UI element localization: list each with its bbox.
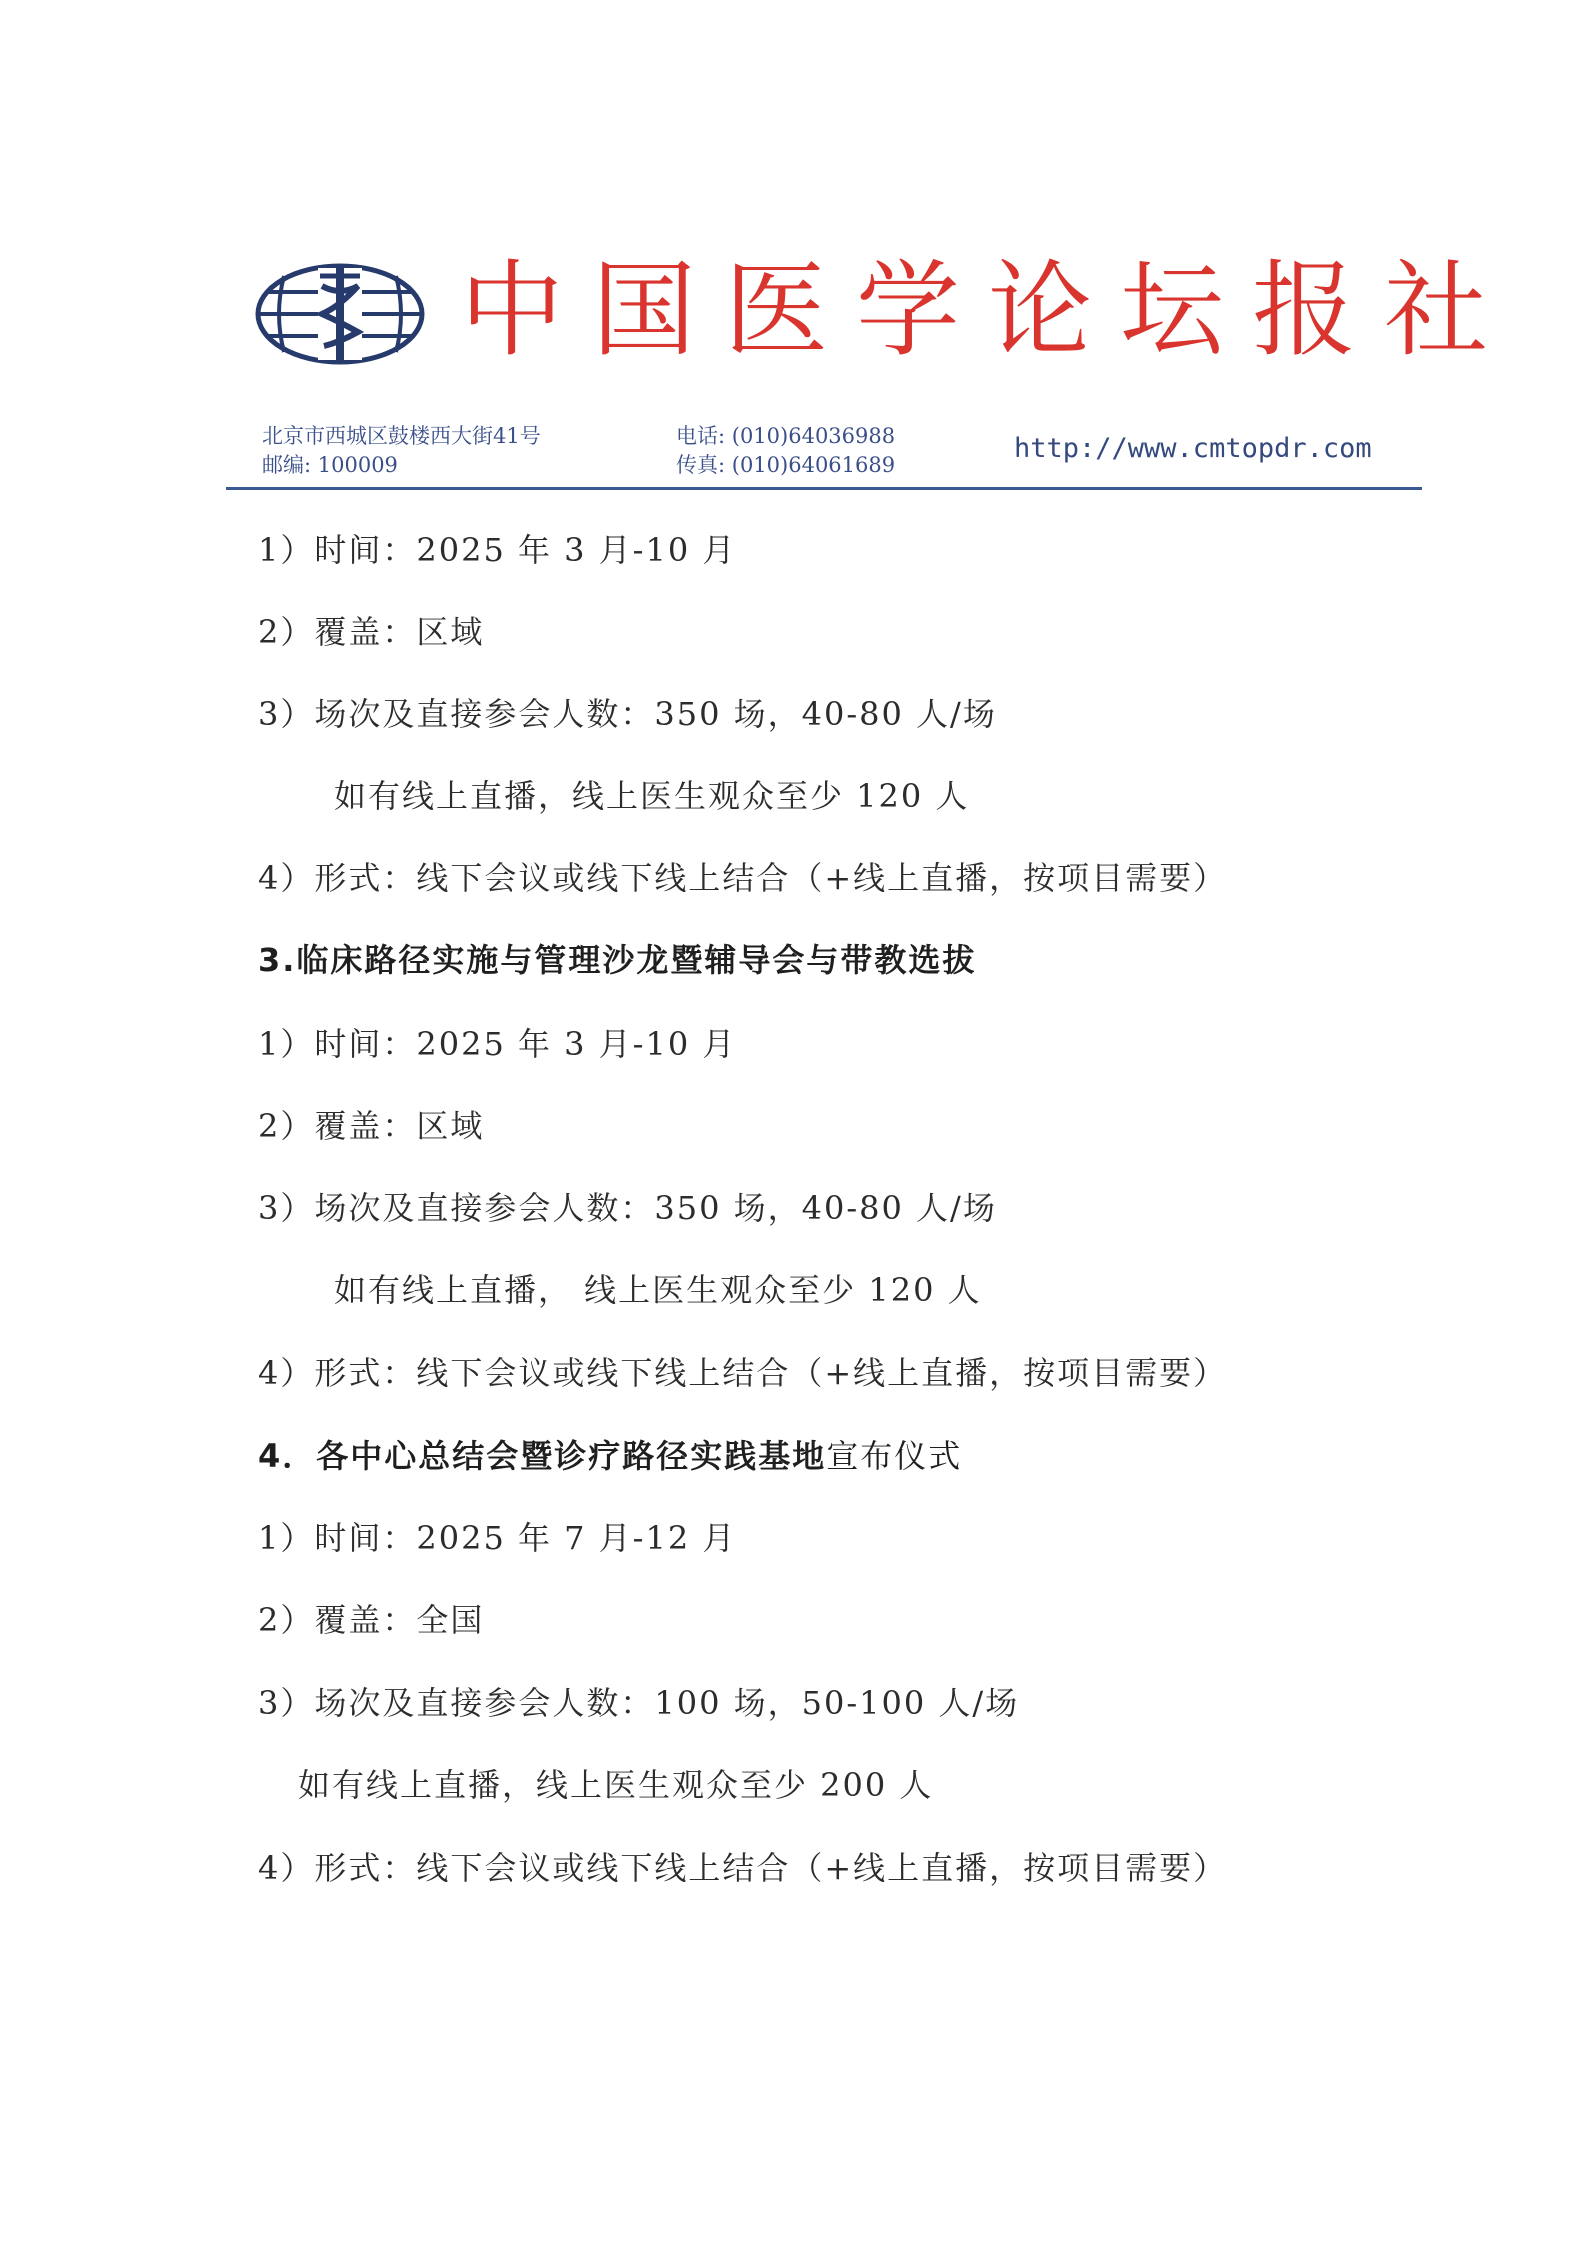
list-item: 4）形式：线下会议或线下线上结合（+线上直播，按项目需要） [258, 859, 1228, 897]
section-heading: 3.临床路径实施与管理沙龙暨辅导会与带教选拔 [258, 941, 977, 979]
letterhead-divider [226, 487, 1422, 490]
list-item: 3）场次及直接参会人数：100 场，50-100 人/场 [258, 1684, 1020, 1722]
list-item: 3）场次及直接参会人数：350 场，40-80 人/场 [258, 695, 997, 733]
org-name: 中国医学论坛报社 [460, 249, 1517, 371]
website-url: http://www.cmtopdr.com [1014, 433, 1372, 464]
list-item: 1）时间：2025 年 7 月-12 月 [258, 1519, 737, 1557]
list-item: 1）时间：2025 年 3 月-10 月 [258, 1025, 737, 1063]
list-item: 2）覆盖：区域 [258, 1107, 485, 1145]
phone: 电话: (010)64036988 [676, 424, 896, 448]
list-item: 2）覆盖：全国 [258, 1601, 485, 1639]
fax: 传真: (010)64061689 [676, 453, 896, 477]
section-heading-bold: 4．各中心总结会暨诊疗路径实践基地 [258, 1437, 827, 1475]
list-item: 1）时间：2025 年 3 月-10 月 [258, 531, 737, 569]
list-item: 如有线上直播，线上医生观众至少 200 人 [298, 1766, 934, 1804]
list-item: 3）场次及直接参会人数：350 场，40-80 人/场 [258, 1189, 997, 1227]
address-block [262, 422, 541, 480]
list-item: 4）形式：线下会议或线下线上结合（+线上直播，按项目需要） [258, 1849, 1228, 1887]
section-heading-tail: 宣布仪式 [826, 1437, 963, 1475]
address: 北京市西城区鼓楼西大街41号 [262, 424, 541, 448]
list-item: 4）形式：线下会议或线下线上结合（+线上直播，按项目需要） [258, 1354, 1228, 1392]
list-item: 2）覆盖：区域 [258, 613, 485, 651]
list-item: 如有线上直播， 线上医生观众至少 120 人 [334, 1271, 982, 1309]
phone-block [676, 422, 895, 480]
postcode: 邮编: 100009 [262, 453, 398, 477]
section-heading [258, 1436, 962, 1476]
globe-caduceus-logo-icon [254, 262, 426, 366]
list-item: 如有线上直播，线上医生观众至少 120 人 [334, 777, 970, 815]
